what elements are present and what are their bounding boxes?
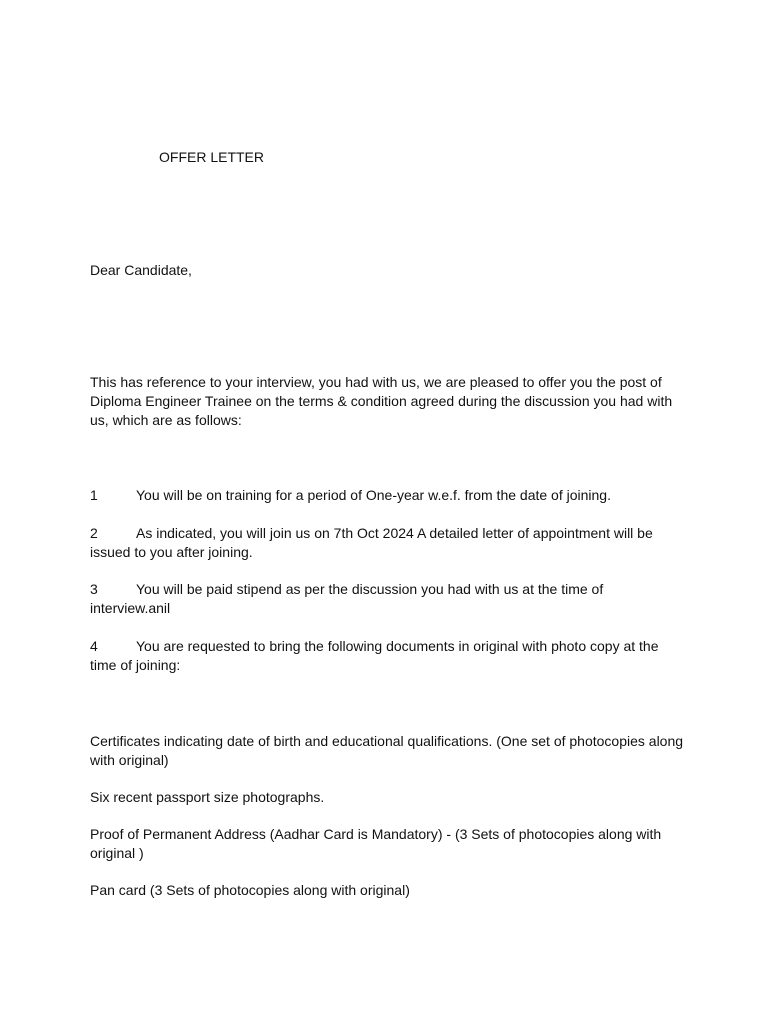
term-item-3 bbox=[90, 580, 650, 618]
term-number: 1 bbox=[90, 487, 98, 503]
term-text: You are requested to bring the following documents in original with photo copy at the time of joining: bbox=[90, 638, 659, 673]
term-text: As indicated, you will join us on 7th Oct 2024 A detailed letter of appointment will be issued to you after joining. bbox=[90, 525, 653, 560]
term-item-2 bbox=[90, 524, 670, 562]
intro-paragraph: This has reference to your interview, you had with us, we are pleased to offer you the post of Diploma Engineer Trainee on the terms & condition agreed during the discussion you had with us, which are as follows: bbox=[90, 374, 673, 428]
term-number: 4 bbox=[90, 638, 98, 654]
term-text: You will be on training for a period of One-year w.e.f. from the date of joining. bbox=[136, 487, 611, 503]
page-title: OFFER LETTER bbox=[159, 149, 265, 165]
term-text: You will be paid stipend as per the discussion you had with us at the time of interview.anil bbox=[90, 581, 604, 616]
document-item-2: Six recent passport size photographs. bbox=[90, 789, 325, 805]
document-item-3: Proof of Permanent Address (Aadhar Card is Mandatory) - (3 Sets of photocopies along with original ) bbox=[90, 826, 662, 861]
term-number: 3 bbox=[90, 581, 98, 597]
term-item-1 bbox=[90, 486, 690, 505]
document-item-1: Certificates indicating date of birth and educational qualifications. (One set of photocopies along with original) bbox=[90, 733, 684, 768]
document-item-4: Pan card (3 Sets of photocopies along with original) bbox=[90, 882, 410, 898]
term-item-4 bbox=[90, 637, 670, 675]
term-number: 2 bbox=[90, 525, 98, 541]
salutation: Dear Candidate, bbox=[90, 262, 192, 278]
